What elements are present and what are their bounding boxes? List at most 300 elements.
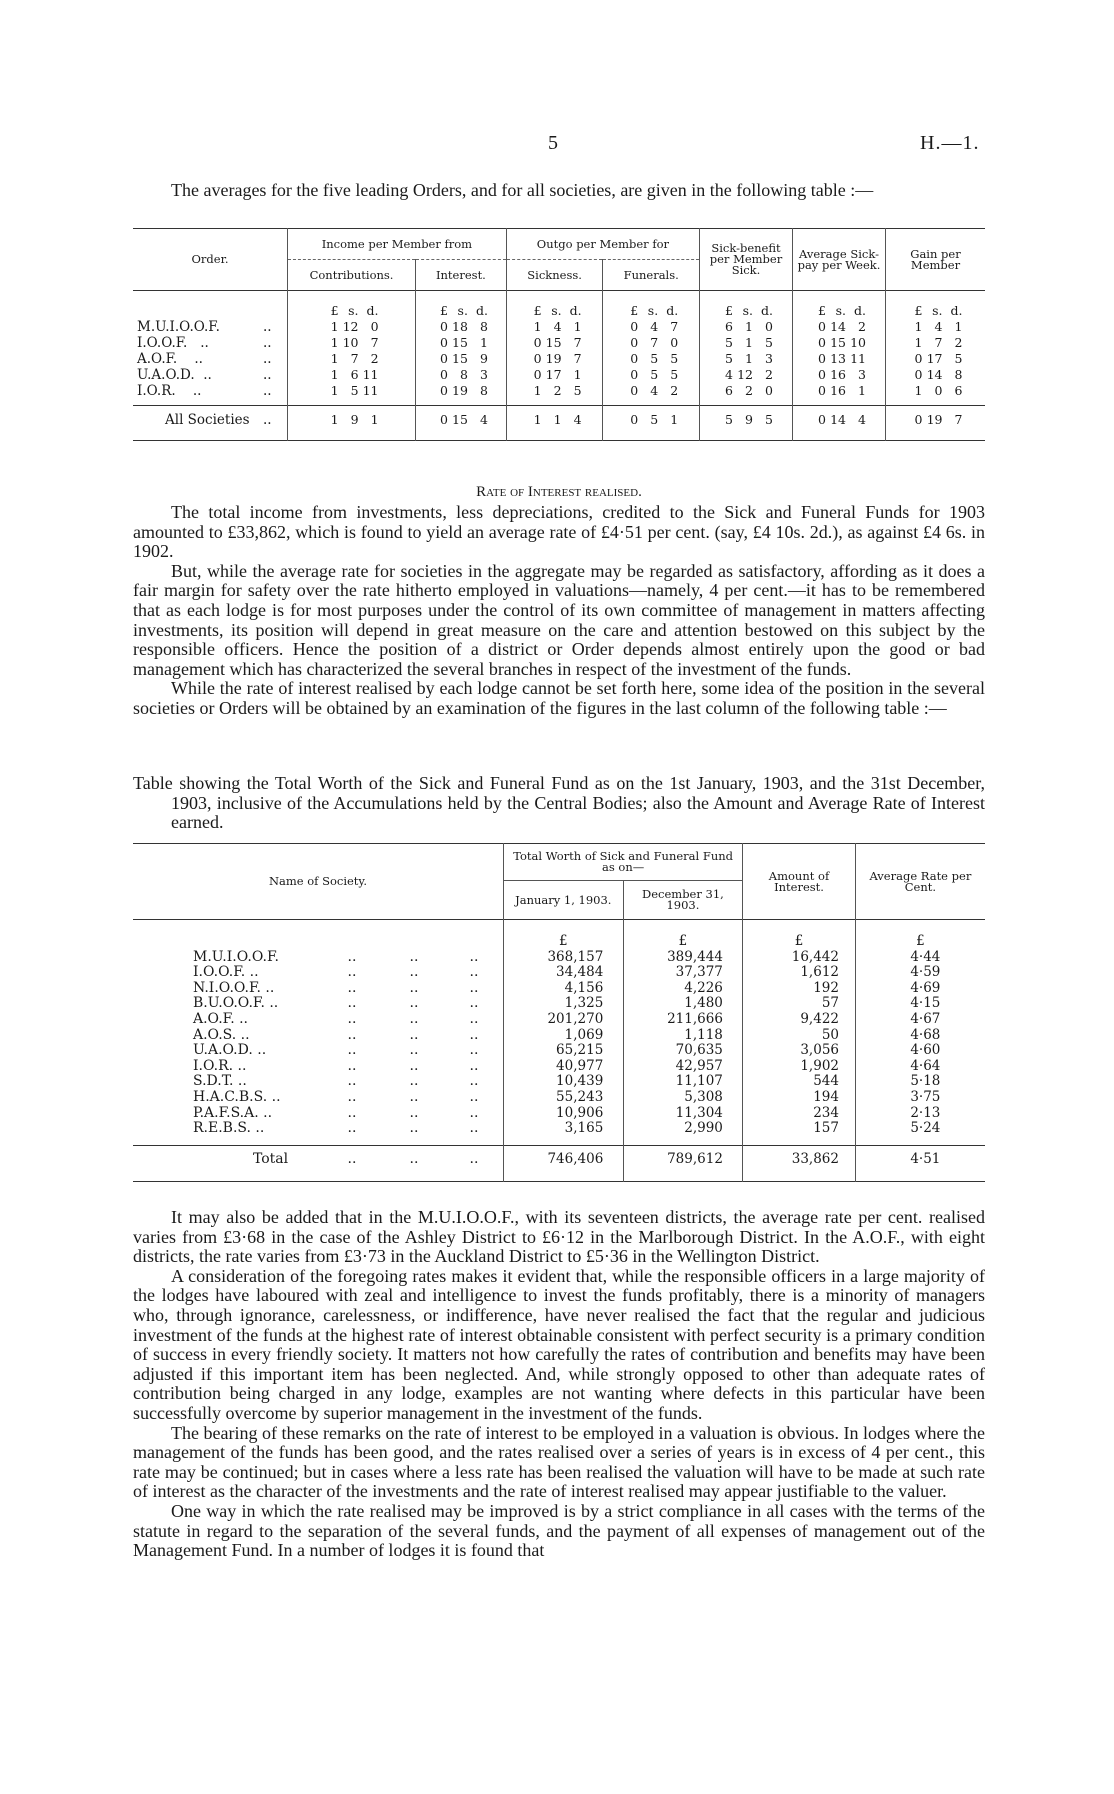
- amount-value: 1,902: [800, 1057, 839, 1074]
- col-avg-sick-pay: Average Sick-pay per Week.: [793, 229, 886, 291]
- jan-value: 10,906: [556, 1104, 604, 1121]
- money-part: 5: [954, 351, 963, 366]
- money-value: [812, 335, 866, 351]
- amount-value: 3,056: [800, 1042, 839, 1059]
- order-label: I.O.O.F. ..: [137, 335, 209, 351]
- money-part: 10: [850, 335, 866, 350]
- money-part: 2: [765, 367, 773, 382]
- society-label: I.O.O.F. ..: [193, 964, 259, 981]
- money-part: 8: [479, 319, 488, 334]
- leader-dots: ..: [347, 1104, 357, 1121]
- money-part: 4: [573, 412, 582, 427]
- money-part: 0: [533, 367, 542, 382]
- money-part: £: [533, 303, 542, 318]
- leader-dots: ..: [469, 948, 479, 965]
- money-part: 0: [630, 383, 639, 398]
- value-cell: [793, 319, 886, 335]
- money-value: [528, 383, 582, 399]
- money-part: 1: [330, 319, 339, 334]
- money-part: s.: [647, 303, 659, 318]
- money-value: [434, 335, 488, 351]
- money-part: 1: [330, 335, 339, 350]
- money-part: 5: [670, 351, 679, 366]
- value-cell: [288, 335, 416, 351]
- rate-value: 4·15: [910, 995, 941, 1012]
- leader-dots: ..: [263, 351, 272, 367]
- money-part: 0: [439, 335, 448, 350]
- amount-cell: [743, 965, 856, 981]
- amount-cell: [743, 1106, 856, 1122]
- money-part: 8: [954, 367, 963, 382]
- leader-dots: ..: [469, 1104, 479, 1121]
- money-value: [909, 303, 963, 319]
- money-part: 16: [830, 367, 846, 382]
- money-part: 0: [630, 335, 639, 350]
- money-part: 7: [370, 335, 379, 350]
- money-part: 0: [818, 351, 826, 366]
- units-cell: [416, 291, 507, 320]
- leader-dots: ..: [263, 367, 272, 383]
- table-row: [133, 351, 985, 367]
- name-grid: [133, 1028, 503, 1044]
- dec-value: 211,666: [667, 1010, 723, 1027]
- jan-cell: [504, 1028, 624, 1044]
- amount-cell: [743, 1074, 856, 1090]
- money-part: 4: [934, 319, 943, 334]
- leader-dots: ..: [409, 1120, 419, 1137]
- value-cell: [886, 351, 986, 367]
- money-part: 1: [553, 412, 562, 427]
- money-part: 14: [830, 412, 846, 427]
- value-cell: [700, 367, 793, 383]
- order-label: I.O.R. ..: [137, 383, 202, 399]
- leader-dots: ..: [469, 1057, 479, 1074]
- amount-value: 234: [813, 1104, 839, 1121]
- rate-cell: [855, 1043, 985, 1059]
- money-part: 5: [573, 383, 582, 398]
- dec-value: 5,308: [684, 1088, 723, 1105]
- money-part: 1: [745, 319, 753, 334]
- jan-cell: [504, 996, 624, 1012]
- order-name: [133, 367, 288, 383]
- leader-dots: ..: [469, 979, 479, 996]
- dec-value: 11,304: [675, 1104, 723, 1121]
- dec-cell: [623, 1028, 743, 1044]
- table-row: [133, 335, 985, 351]
- money-value: [909, 319, 963, 335]
- total-value: [700, 406, 793, 441]
- amount-cell: [743, 996, 856, 1012]
- value-cell: [506, 367, 603, 383]
- rate-value: 4·59: [910, 964, 941, 981]
- money-part: s.: [835, 303, 846, 318]
- money-part: 19: [545, 351, 562, 366]
- col-average-rate: Average Rate per Cent.: [855, 844, 985, 920]
- money-part: 0: [914, 412, 923, 427]
- money-value: [434, 303, 488, 319]
- amount-cell: [743, 1145, 856, 1182]
- rate-cell: [855, 1059, 985, 1075]
- money-part: 1: [914, 335, 923, 350]
- amount-value: 16,442: [791, 948, 839, 965]
- money-part: 1: [370, 412, 379, 427]
- value-cell: [886, 335, 986, 351]
- money-part: d.: [761, 303, 773, 318]
- name-grid: [133, 981, 503, 997]
- leader-dots: ..: [409, 995, 419, 1012]
- society-label: P.A.F.S.A. ..: [193, 1104, 273, 1121]
- money-part: 5: [650, 367, 659, 382]
- money-part: 9: [350, 412, 359, 427]
- rate-value: 5·18: [910, 1073, 941, 1090]
- value-cell: [700, 351, 793, 367]
- value-cell: [793, 383, 886, 406]
- name-grid: [133, 1012, 503, 1028]
- money-value: [434, 367, 488, 383]
- value-cell: [288, 351, 416, 367]
- money-value: [325, 319, 379, 335]
- money-part: 19: [926, 412, 943, 427]
- society-label: S.D.T. ..: [193, 1073, 247, 1090]
- money-part: 0: [439, 367, 448, 382]
- leader-dots: ..: [469, 1088, 479, 1105]
- society-name: [133, 1074, 504, 1090]
- amount-cell: [743, 1121, 856, 1145]
- dec-value: 1,118: [684, 1026, 723, 1043]
- jan-cell: [504, 1121, 624, 1145]
- money-part: 2: [954, 335, 963, 350]
- dec-value: 789,612: [667, 1150, 723, 1167]
- currency-symbol: £: [916, 933, 925, 949]
- money-part: 2: [370, 351, 379, 366]
- society-label: M.U.I.O.O.F.: [193, 948, 279, 965]
- money-part: 15: [452, 351, 468, 366]
- money-part: 1: [954, 319, 963, 334]
- dec-cell: [623, 996, 743, 1012]
- money-part: 7: [954, 412, 963, 427]
- jan-cell: [504, 1074, 624, 1090]
- table-row: [133, 319, 985, 335]
- leader-dots: ..: [409, 1010, 419, 1027]
- units-cell: [886, 291, 986, 320]
- jan-cell: [504, 1090, 624, 1106]
- value-cell: [603, 335, 700, 351]
- money-part: 8: [459, 367, 468, 382]
- leader-dots: ..: [347, 1010, 357, 1027]
- table-row: [133, 1074, 985, 1090]
- money-part: 5: [650, 412, 659, 427]
- money-part: £: [630, 303, 639, 318]
- money-part: 0: [914, 351, 923, 366]
- currency-symbol: £: [794, 933, 804, 949]
- money-part: 19: [452, 383, 468, 398]
- order-label: A.O.F. ..: [137, 351, 203, 367]
- col-interest: Interest.: [416, 260, 507, 291]
- money-part: 7: [573, 335, 582, 350]
- order-name: [133, 319, 288, 335]
- amount-cell: [743, 950, 856, 966]
- col-group-outgo: Outgo per Member for: [506, 229, 699, 260]
- body-text-b: [133, 1208, 985, 1561]
- money-part: 0: [630, 412, 639, 427]
- rate-value: 4·68: [910, 1026, 941, 1043]
- rate-cell: [855, 1090, 985, 1106]
- dec-value: 11,107: [675, 1073, 723, 1090]
- dec-cell: [623, 981, 743, 997]
- money-value: [909, 351, 963, 367]
- rate-value: 4·60: [910, 1042, 941, 1059]
- currency-symbol: £: [559, 933, 568, 949]
- money-part: 3: [765, 351, 773, 366]
- money-part: 1: [914, 383, 923, 398]
- money-value: [528, 319, 582, 335]
- money-part: 5: [725, 335, 733, 350]
- rate-value: 3·75: [910, 1088, 941, 1105]
- table-row: [133, 1090, 985, 1106]
- society-name: [133, 1059, 504, 1075]
- money-value: [812, 351, 866, 367]
- total-value: [886, 406, 986, 441]
- money-part: £: [330, 303, 339, 318]
- society-label: U.A.O.D. ..: [193, 1042, 267, 1059]
- rate-cell: [855, 1012, 985, 1028]
- money-part: 1: [914, 319, 923, 334]
- money-part: 9: [479, 351, 488, 366]
- money-part: 11: [850, 351, 866, 366]
- leader-dots: ..: [263, 383, 272, 399]
- money-part: 5: [765, 412, 773, 427]
- money-value: [719, 367, 773, 383]
- money-part: £: [725, 303, 733, 318]
- money-part: 0: [630, 367, 639, 382]
- jan-value: 65,215: [556, 1042, 604, 1059]
- value-cell: [506, 319, 603, 335]
- money-part: 0: [934, 383, 943, 398]
- paragraph: One way in which the rate realised may be improved is by a strict compliance in all cases with the terms of the statute in regard to the separation of the several funds, and the payment of all expenses of management out of the Management Fund. In a number of lodges it is found that: [133, 1500, 985, 1561]
- value-cell: [886, 367, 986, 383]
- money-part: s.: [457, 303, 468, 318]
- dec-value: 4,226: [684, 979, 723, 996]
- amount-cell: [743, 1043, 856, 1059]
- units-row: [133, 920, 985, 950]
- value-cell: [416, 351, 507, 367]
- dec-cell: [623, 1121, 743, 1145]
- leader-dots: ..: [409, 948, 419, 965]
- money-value: [624, 367, 678, 383]
- money-part: 1: [533, 383, 542, 398]
- money-part: 15: [452, 335, 468, 350]
- order-name: [133, 335, 288, 351]
- table-caption: Table showing the Total Worth of the Sick and Funeral Fund as on the 1st January, 1903, and the 31st December, 1903, inclusive of the Accumulations held by the Central Bodies; also the Amount and Average Rate of Interest earned.: [133, 773, 985, 833]
- name-grid: [133, 1121, 503, 1137]
- money-part: d.: [666, 303, 679, 318]
- section-heading: Rate of Interest realised.: [476, 484, 642, 500]
- leader-dots: ..: [347, 979, 357, 996]
- money-value: [812, 367, 866, 383]
- money-part: £: [818, 303, 826, 318]
- money-value: [812, 303, 866, 319]
- money-part: d.: [569, 303, 582, 318]
- dec-value: 1,480: [684, 995, 723, 1012]
- money-part: 7: [573, 351, 582, 366]
- leader-dots: ..: [409, 1057, 419, 1074]
- money-part: 5: [350, 383, 359, 398]
- amount-value: 9,422: [800, 1010, 839, 1027]
- money-part: 5: [765, 335, 773, 350]
- money-value: [812, 319, 866, 335]
- value-cell: [506, 351, 603, 367]
- money-part: 1: [533, 412, 542, 427]
- society-label: I.O.R. ..: [193, 1057, 247, 1074]
- amount-value: 57: [821, 995, 839, 1012]
- value-cell: [603, 351, 700, 367]
- name-grid: [133, 1059, 503, 1075]
- col-group-total-worth: Total Worth of Sick and Funeral Fund as on—: [504, 844, 743, 881]
- society-label: H.A.C.B.S. ..: [193, 1088, 281, 1105]
- units-label: [133, 291, 288, 320]
- name-grid: [133, 1090, 503, 1106]
- value-cell: [700, 319, 793, 335]
- amount-cell: [743, 1028, 856, 1044]
- table-row: [133, 367, 985, 383]
- leader-dots: ..: [347, 1073, 357, 1090]
- money-part: 1: [533, 319, 542, 334]
- total-name: Total: [253, 1150, 289, 1167]
- money-part: 0: [914, 367, 923, 382]
- leader-dots: ..: [347, 1088, 357, 1105]
- rate-cell: [855, 1028, 985, 1044]
- leader-dots: ..: [409, 1104, 419, 1121]
- total-value: [416, 406, 507, 441]
- money-part: 0: [370, 319, 379, 334]
- dec-cell: [623, 965, 743, 981]
- units-cell: [743, 920, 856, 950]
- money-value: [909, 335, 963, 351]
- intro-text: [133, 181, 985, 201]
- society-label: A.O.S. ..: [193, 1026, 250, 1043]
- rate-cell: [855, 981, 985, 997]
- leader-dots: ..: [469, 1120, 479, 1137]
- money-value: [719, 383, 773, 399]
- total-row: [133, 406, 985, 441]
- money-part: 4: [650, 383, 659, 398]
- total-value: [793, 406, 886, 441]
- value-cell: [288, 319, 416, 335]
- orders-averages-table: [133, 228, 985, 441]
- money-part: 17: [545, 367, 562, 382]
- money-part: 5: [725, 412, 733, 427]
- total-value: [506, 406, 603, 441]
- jan-cell: [504, 1043, 624, 1059]
- money-part: 0: [818, 319, 826, 334]
- money-part: 1: [330, 367, 339, 382]
- units-cell: [700, 291, 793, 320]
- value-cell: [886, 383, 986, 406]
- col-dec-1903: December 31, 1903.: [623, 881, 743, 920]
- dec-value: 42,957: [675, 1057, 723, 1074]
- money-value: [528, 303, 582, 319]
- money-value: [719, 319, 773, 335]
- money-value: [624, 412, 678, 428]
- total-value: [603, 406, 700, 441]
- value-cell: [793, 351, 886, 367]
- document-reference: H.—1.: [920, 132, 980, 154]
- units-cell: [603, 291, 700, 320]
- money-part: 6: [954, 383, 963, 398]
- leader-dots: ..: [469, 964, 479, 981]
- money-value: [719, 303, 773, 319]
- rate-value: 4·69: [910, 979, 941, 996]
- money-part: 10: [342, 335, 359, 350]
- total-label: [133, 1145, 504, 1182]
- money-part: 1: [330, 383, 339, 398]
- society-label: N.I.O.O.F. ..: [193, 979, 275, 996]
- value-cell: [416, 319, 507, 335]
- value-cell: [886, 319, 986, 335]
- money-part: 2: [553, 383, 562, 398]
- col-jan-1903: January 1, 1903.: [504, 881, 624, 920]
- money-part: 15: [452, 412, 468, 427]
- money-part: 0: [439, 319, 448, 334]
- jan-cell: [504, 1059, 624, 1075]
- money-part: 0: [533, 351, 542, 366]
- col-sickness: Sickness.: [506, 260, 603, 291]
- jan-cell: [504, 950, 624, 966]
- money-value: [719, 335, 773, 351]
- paragraph: While the rate of interest realised by each lodge cannot be set forth here, some idea of the position in the several societies or Orders will be obtained by an examination of the figures in the last column of the following table :—: [133, 678, 985, 718]
- money-part: 6: [725, 383, 733, 398]
- money-part: 6: [350, 367, 359, 382]
- society-label: A.O.F. ..: [193, 1010, 249, 1027]
- money-value: [719, 351, 773, 367]
- leader-dots: ..: [409, 964, 419, 981]
- money-part: 12: [737, 367, 753, 382]
- money-part: s.: [742, 303, 753, 318]
- society-label: R.E.B.S. ..: [193, 1120, 265, 1137]
- money-part: 2: [858, 319, 866, 334]
- money-part: £: [439, 303, 448, 318]
- money-value: [719, 412, 773, 428]
- units-label: [133, 920, 504, 950]
- society-name: [133, 1043, 504, 1059]
- dec-value: 2,990: [684, 1120, 723, 1137]
- amount-value: 192: [813, 979, 839, 996]
- money-value: [528, 335, 582, 351]
- amount-value: 157: [813, 1120, 839, 1137]
- name-grid: [133, 965, 503, 981]
- amount-value: 544: [813, 1073, 839, 1090]
- order-name: [133, 351, 288, 367]
- leader-dots: ..: [409, 1088, 419, 1105]
- amount-value: 1,612: [800, 964, 839, 981]
- jan-value: 1,069: [564, 1026, 604, 1043]
- rate-cell: [855, 1121, 985, 1145]
- money-part: s.: [551, 303, 562, 318]
- money-part: d.: [854, 303, 866, 318]
- money-part: 0: [630, 351, 639, 366]
- value-cell: [700, 383, 793, 406]
- dec-cell: [623, 1059, 743, 1075]
- paragraph: The total income from investments, less depreciations, credited to the Sick and Funeral Funds for 1903 amounted to £33,862, which is found to yield an average rate of £4·51 per cent. (say, £4 10s. 2d.), as against £4 6s. in 1902.: [133, 502, 985, 562]
- money-value: [325, 303, 379, 319]
- money-part: 15: [545, 335, 562, 350]
- money-part: 0: [630, 319, 639, 334]
- jan-value: 3,165: [564, 1120, 604, 1137]
- dec-value: 37,377: [675, 964, 723, 981]
- leader-dots: ..: [347, 1026, 357, 1043]
- col-funerals: Funerals.: [603, 260, 700, 291]
- leader-dots: ..: [347, 995, 357, 1012]
